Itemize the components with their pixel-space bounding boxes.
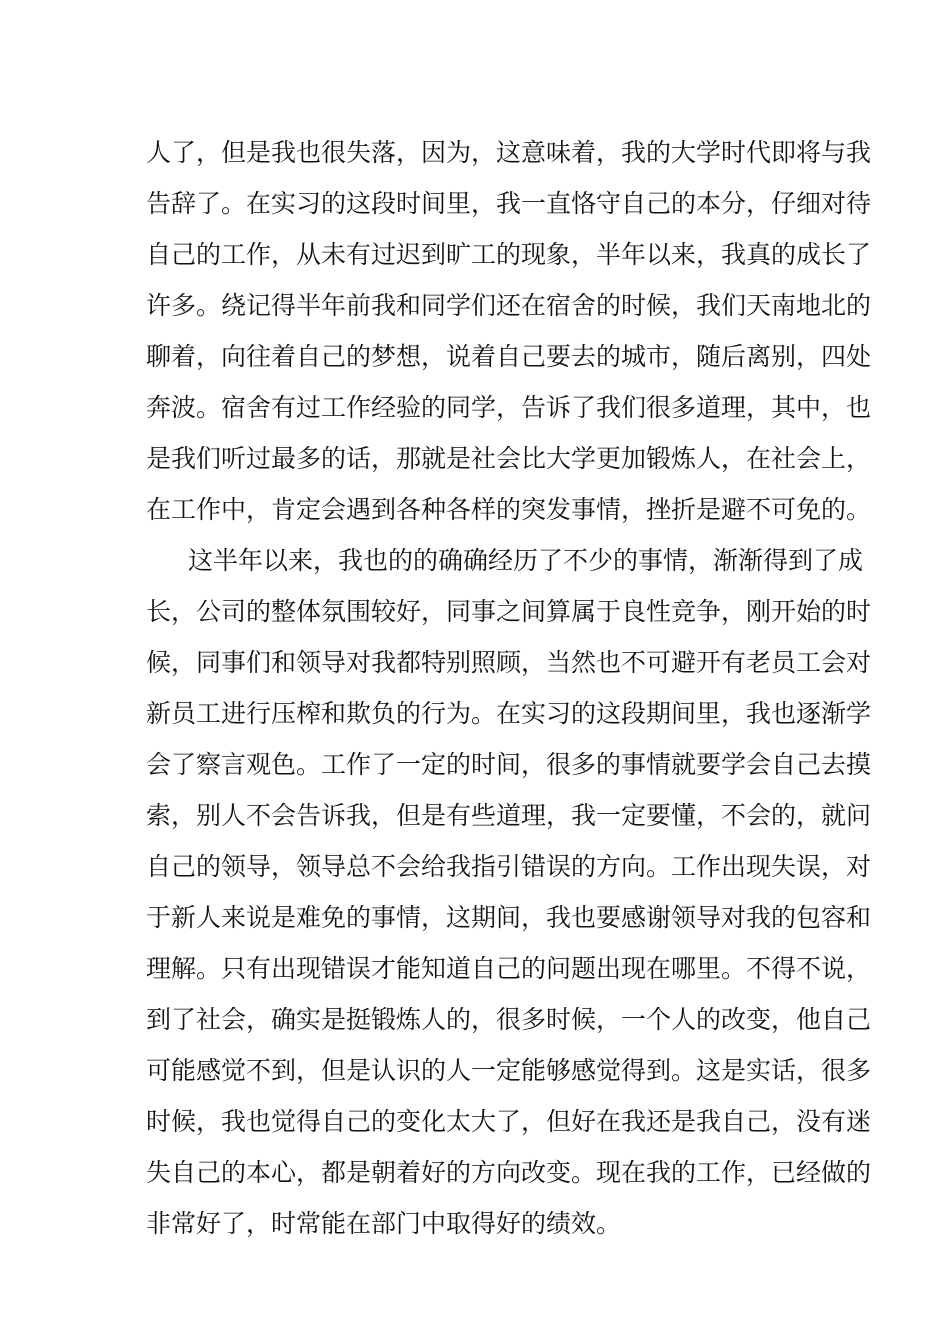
paragraph-2-line-10: 到了社会，确实是挺锻炼人的，很多时候，一个人的改变，他自己 <box>146 1005 872 1034</box>
paragraph-2-line-4: 新员工进行压榨和欺负的行为。在实习的这段期间里，我也逐渐学 <box>146 699 872 728</box>
paragraph-2-line-7: 自己的领导，领导总不会给我指引错误的方向。工作出现失误，对 <box>146 852 872 881</box>
paragraph-2-line-9: 理解。只有出现错误才能知道自己的问题出现在哪里。不得不说， <box>146 954 872 983</box>
paragraph-2-line-14: 非常好了，时常能在部门中取得好的绩效。 <box>146 1209 622 1238</box>
paragraph-2-line-1: 这半年以来，我也的的确确经历了不少的事情，渐渐得到了成 <box>188 546 864 575</box>
paragraph-2-line-12: 时候，我也觉得自己的变化太大了，但好在我还是我自己，没有迷 <box>146 1107 872 1136</box>
paragraph-1-line-1: 人了，但是我也很失落，因为，这意味着，我的大学时代即将与我 <box>146 138 872 167</box>
paragraph-2-line-6: 索，别人不会告诉我，但是有些道理，我一定要懂，不会的，就问 <box>146 801 872 830</box>
paragraph-1-line-4: 许多。绕记得半年前我和同学们还在宿舍的时候，我们天南地北的 <box>146 291 872 320</box>
paragraph-2-line-2: 长，公司的整体氛围较好，同事之间算属于良性竞争，刚开始的时 <box>146 597 872 626</box>
paragraph-2-line-11: 可能感觉不到，但是认识的人一定能够感觉得到。这是实话，很多 <box>146 1056 872 1085</box>
paragraph-1-line-7: 是我们听过最多的话，那就是社会比大学更加锻炼人，在社会上， <box>146 444 872 473</box>
paragraph-1-line-3: 自己的工作，从未有过迟到旷工的现象，半年以来，我真的成长了 <box>146 240 872 269</box>
paragraph-1-line-8: 在工作中，肯定会遇到各种各样的突发事情，挫折是避不可免的。 <box>146 495 872 524</box>
paragraph-1-line-5: 聊着，向往着自己的梦想，说着自己要去的城市，随后离别，四处 <box>146 342 872 371</box>
document-body <box>146 133 872 1255</box>
paragraph-2-line-13: 失自己的本心，都是朝着好的方向改变。现在我的工作，已经做的 <box>146 1158 872 1187</box>
paragraph-1-line-2: 告辞了。在实习的这段时间里，我一直恪守自己的本分，仔细对待 <box>146 189 872 218</box>
paragraph-2-line-8: 于新人来说是难免的事情，这期间，我也要感谢领导对我的包容和 <box>146 903 872 932</box>
paragraph-2-line-3: 候，同事们和领导对我都特别照顾，当然也不可避开有老员工会对 <box>146 648 872 677</box>
paragraph-2-line-5: 会了察言观色。工作了一定的时间，很多的事情就要学会自己去摸 <box>146 750 872 779</box>
paragraph-1-line-6: 奔波。宿舍有过工作经验的同学，告诉了我们很多道理，其中，也 <box>146 393 872 422</box>
